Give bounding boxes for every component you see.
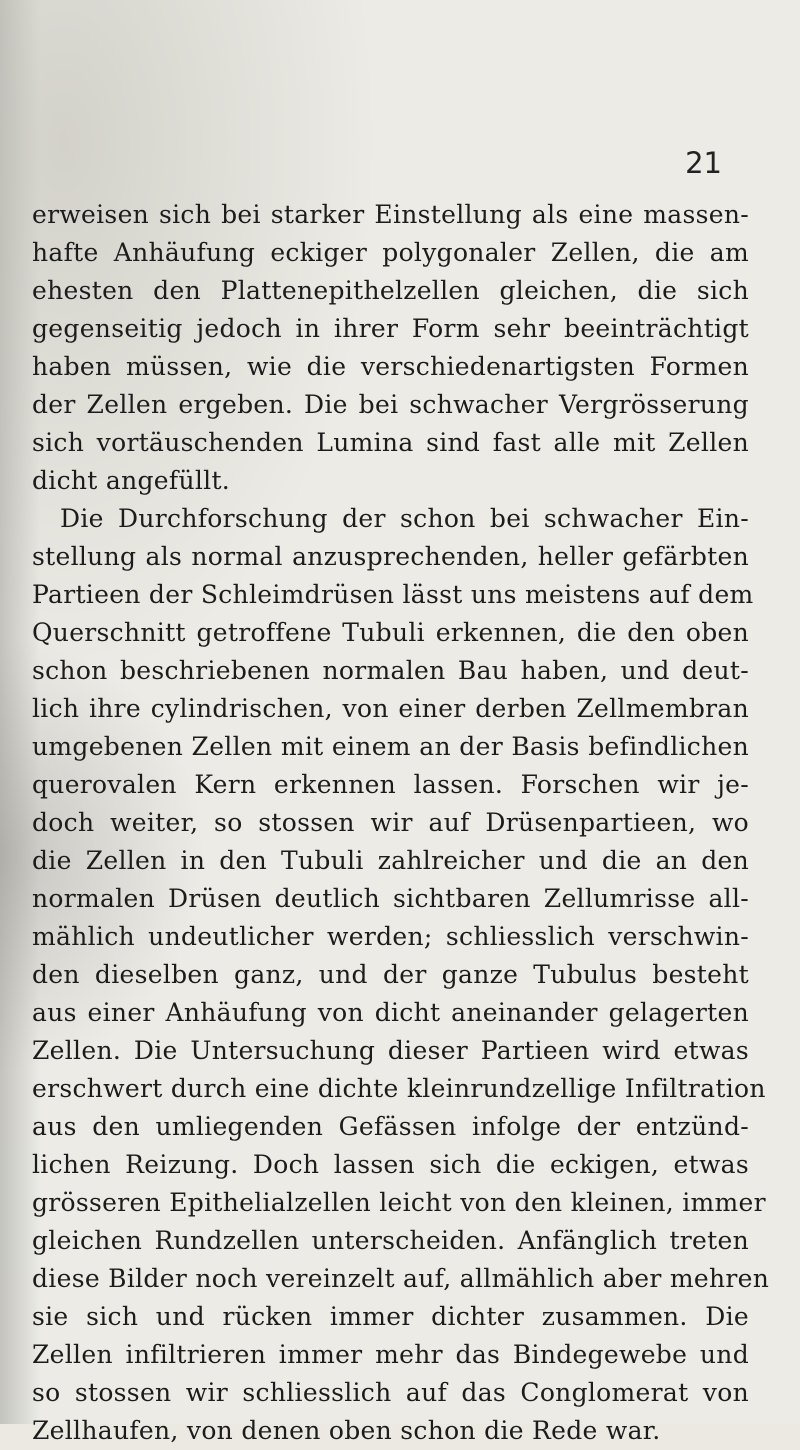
text-line: lichen Reizung. Doch lassen sich die eckigen, etwas [32, 1150, 749, 1179]
text-line: gegenseitig jedoch in ihrer Form sehr beeinträchtigt [32, 314, 749, 343]
text-line: gleichen Rundzellen unterscheiden. Anfänglich treten [32, 1226, 749, 1255]
text-line: schon beschriebenen normalen Bau haben, und deut- [32, 656, 749, 685]
page-number: 21 [685, 146, 722, 180]
text-line: ehesten den Plattenepithelzellen gleichen, die sich [32, 276, 749, 305]
text-line: sich vortäuschenden Lumina sind fast alle mit Zellen [32, 428, 749, 457]
text-line: mählich undeutlicher werden; schliesslich verschwin- [32, 922, 749, 951]
text-line: so stossen wir schliesslich auf das Conglomerat von [32, 1378, 749, 1407]
text-line: doch weiter, so stossen wir auf Drüsenpartieen, wo [32, 808, 749, 837]
text-line: erweisen sich bei starker Einstellung als eine massen- [32, 200, 749, 229]
text-line: Die Durchforschung der schon bei schwacher Ein- [60, 504, 749, 533]
text-line: der Zellen ergeben. Die bei schwacher Vergrösserung [32, 390, 749, 419]
text-line: Zellen. Die Untersuchung dieser Partieen wird etwas [32, 1036, 749, 1065]
text-line: querovalen Kern erkennen lassen. Forschen wir je- [32, 770, 749, 799]
text-line: diese Bilder noch vereinzelt auf, allmählich aber mehren [32, 1264, 770, 1293]
text-line: grösseren Epithelialzellen leicht von den kleinen, immer [32, 1188, 766, 1217]
text-line: Partieen der Schleimdrüsen lässt uns meistens auf dem [32, 580, 754, 609]
text-line: die Zellen in den Tubuli zahlreicher und die an den [32, 846, 749, 875]
text-line: lich ihre cylindrischen, von einer derben Zellmembran [32, 694, 749, 723]
text-line: aus den umliegenden Gefässen infolge der entzünd- [32, 1112, 749, 1141]
text-line: stellung als normal anzusprechenden, heller gefärbten [32, 542, 749, 571]
text-line: erschwert durch eine dichte kleinrundzellige Infiltration [32, 1074, 766, 1103]
text-line: den dieselben ganz, und der ganze Tubulus besteht [32, 960, 749, 989]
text-line: aus einer Anhäufung von dicht aneinander gelagerten [32, 998, 749, 1027]
text-line: normalen Drüsen deutlich sichtbaren Zellumrisse all- [32, 884, 749, 913]
text-line: sie sich und rücken immer dichter zusammen. Die [32, 1302, 749, 1331]
text-line: Zellhaufen, von denen oben schon die Rede war. [32, 1416, 661, 1445]
text-line: hafte Anhäufung eckiger polygonaler Zellen, die am [32, 238, 749, 267]
text-line: dicht angefüllt. [32, 466, 231, 495]
text-line: umgebenen Zellen mit einem an der Basis befindlichen [32, 732, 749, 761]
text-line: haben müssen, wie die verschiedenartigsten Formen [32, 352, 749, 381]
text-line: Zellen infiltrieren immer mehr das Bindegewebe und [32, 1340, 749, 1369]
text-line: Querschnitt getroffene Tubuli erkennen, die den oben [32, 618, 749, 647]
